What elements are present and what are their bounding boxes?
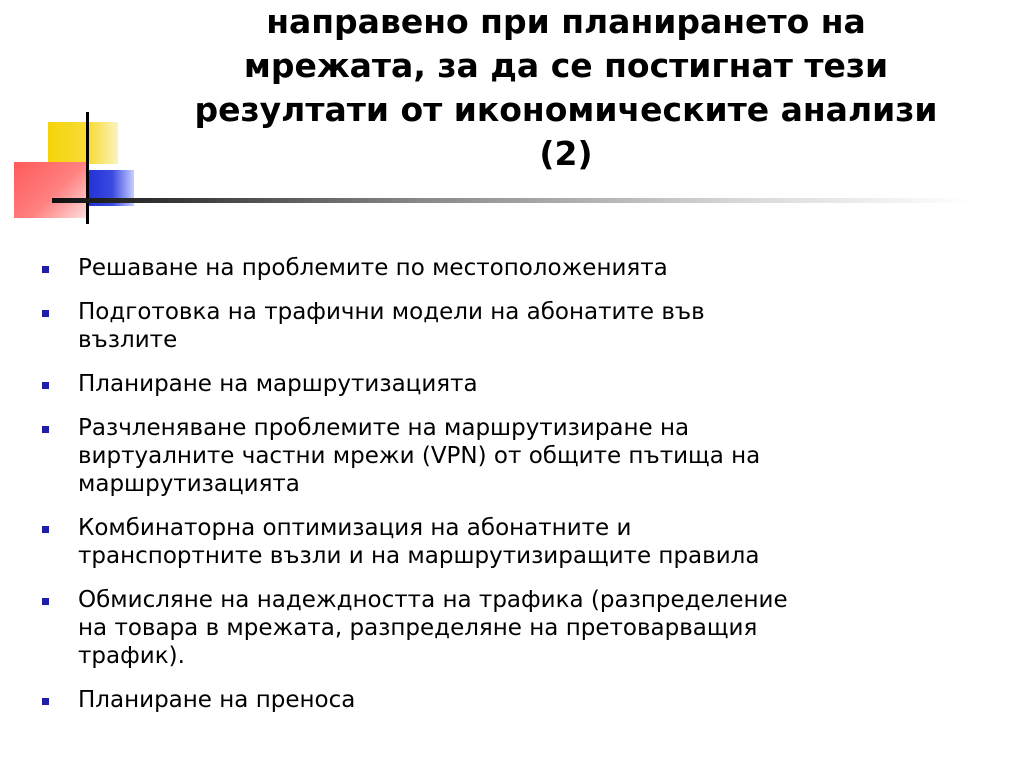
bullet-text: Планиране на преноса: [78, 687, 356, 713]
bullet-text: виртуалните частни мрежи (VPN) от общите пътища на: [78, 443, 761, 469]
slide-title-line: мрежата, за да се постигнат тези: [243, 46, 889, 85]
slide-title-line: направено при планирането на: [266, 2, 866, 41]
bullet-text: Комбинаторна оптимизация на абонатните и: [78, 515, 632, 541]
bullet-list: [40, 254, 920, 730]
bullet-text: възлите: [78, 327, 178, 353]
slide-title-line: (2): [539, 134, 593, 173]
square-bullet-icon: [42, 310, 49, 317]
bullet-item: [40, 586, 920, 670]
bullet-item: [40, 686, 920, 714]
bullet-text: маршрутизацията: [78, 471, 300, 497]
bullet-text: Подготовка на трафични модели на абонатите във: [78, 299, 705, 325]
bullet-text: Разчленяване проблемите на маршрутизиране на: [78, 415, 690, 441]
bullet-text: на товара в мрежата, разпределяне на претоварващия: [78, 615, 758, 641]
bullet-text: Планиране на маршрутизацията: [78, 371, 478, 397]
square-bullet-icon: [42, 266, 49, 273]
bullet-item: [40, 414, 920, 498]
bullet-text: Решаване на проблемите по местоположенията: [78, 255, 668, 281]
bullet-item: [40, 514, 920, 570]
decorative-yellow-square: [48, 122, 118, 164]
square-bullet-icon: [42, 382, 49, 389]
slide-title: [150, 0, 982, 192]
bullet-text: Обмисляне на надеждността на трафика (разпределение: [78, 587, 788, 613]
bullet-item: [40, 298, 920, 354]
bullet-text: трафик).: [78, 643, 185, 669]
decorative-vertical-line: [86, 112, 89, 224]
square-bullet-icon: [42, 698, 49, 705]
square-bullet-icon: [42, 526, 49, 533]
square-bullet-icon: [42, 598, 49, 605]
decorative-red-square: [14, 162, 88, 218]
bullet-text: транспортните възли и на маршрутизиращите правила: [78, 543, 760, 569]
slide-title-line: резултати от икономическите анализи: [194, 90, 938, 129]
square-bullet-icon: [42, 426, 49, 433]
bullet-item: [40, 370, 920, 398]
title-underline: [52, 198, 972, 203]
bullet-item: [40, 254, 920, 282]
